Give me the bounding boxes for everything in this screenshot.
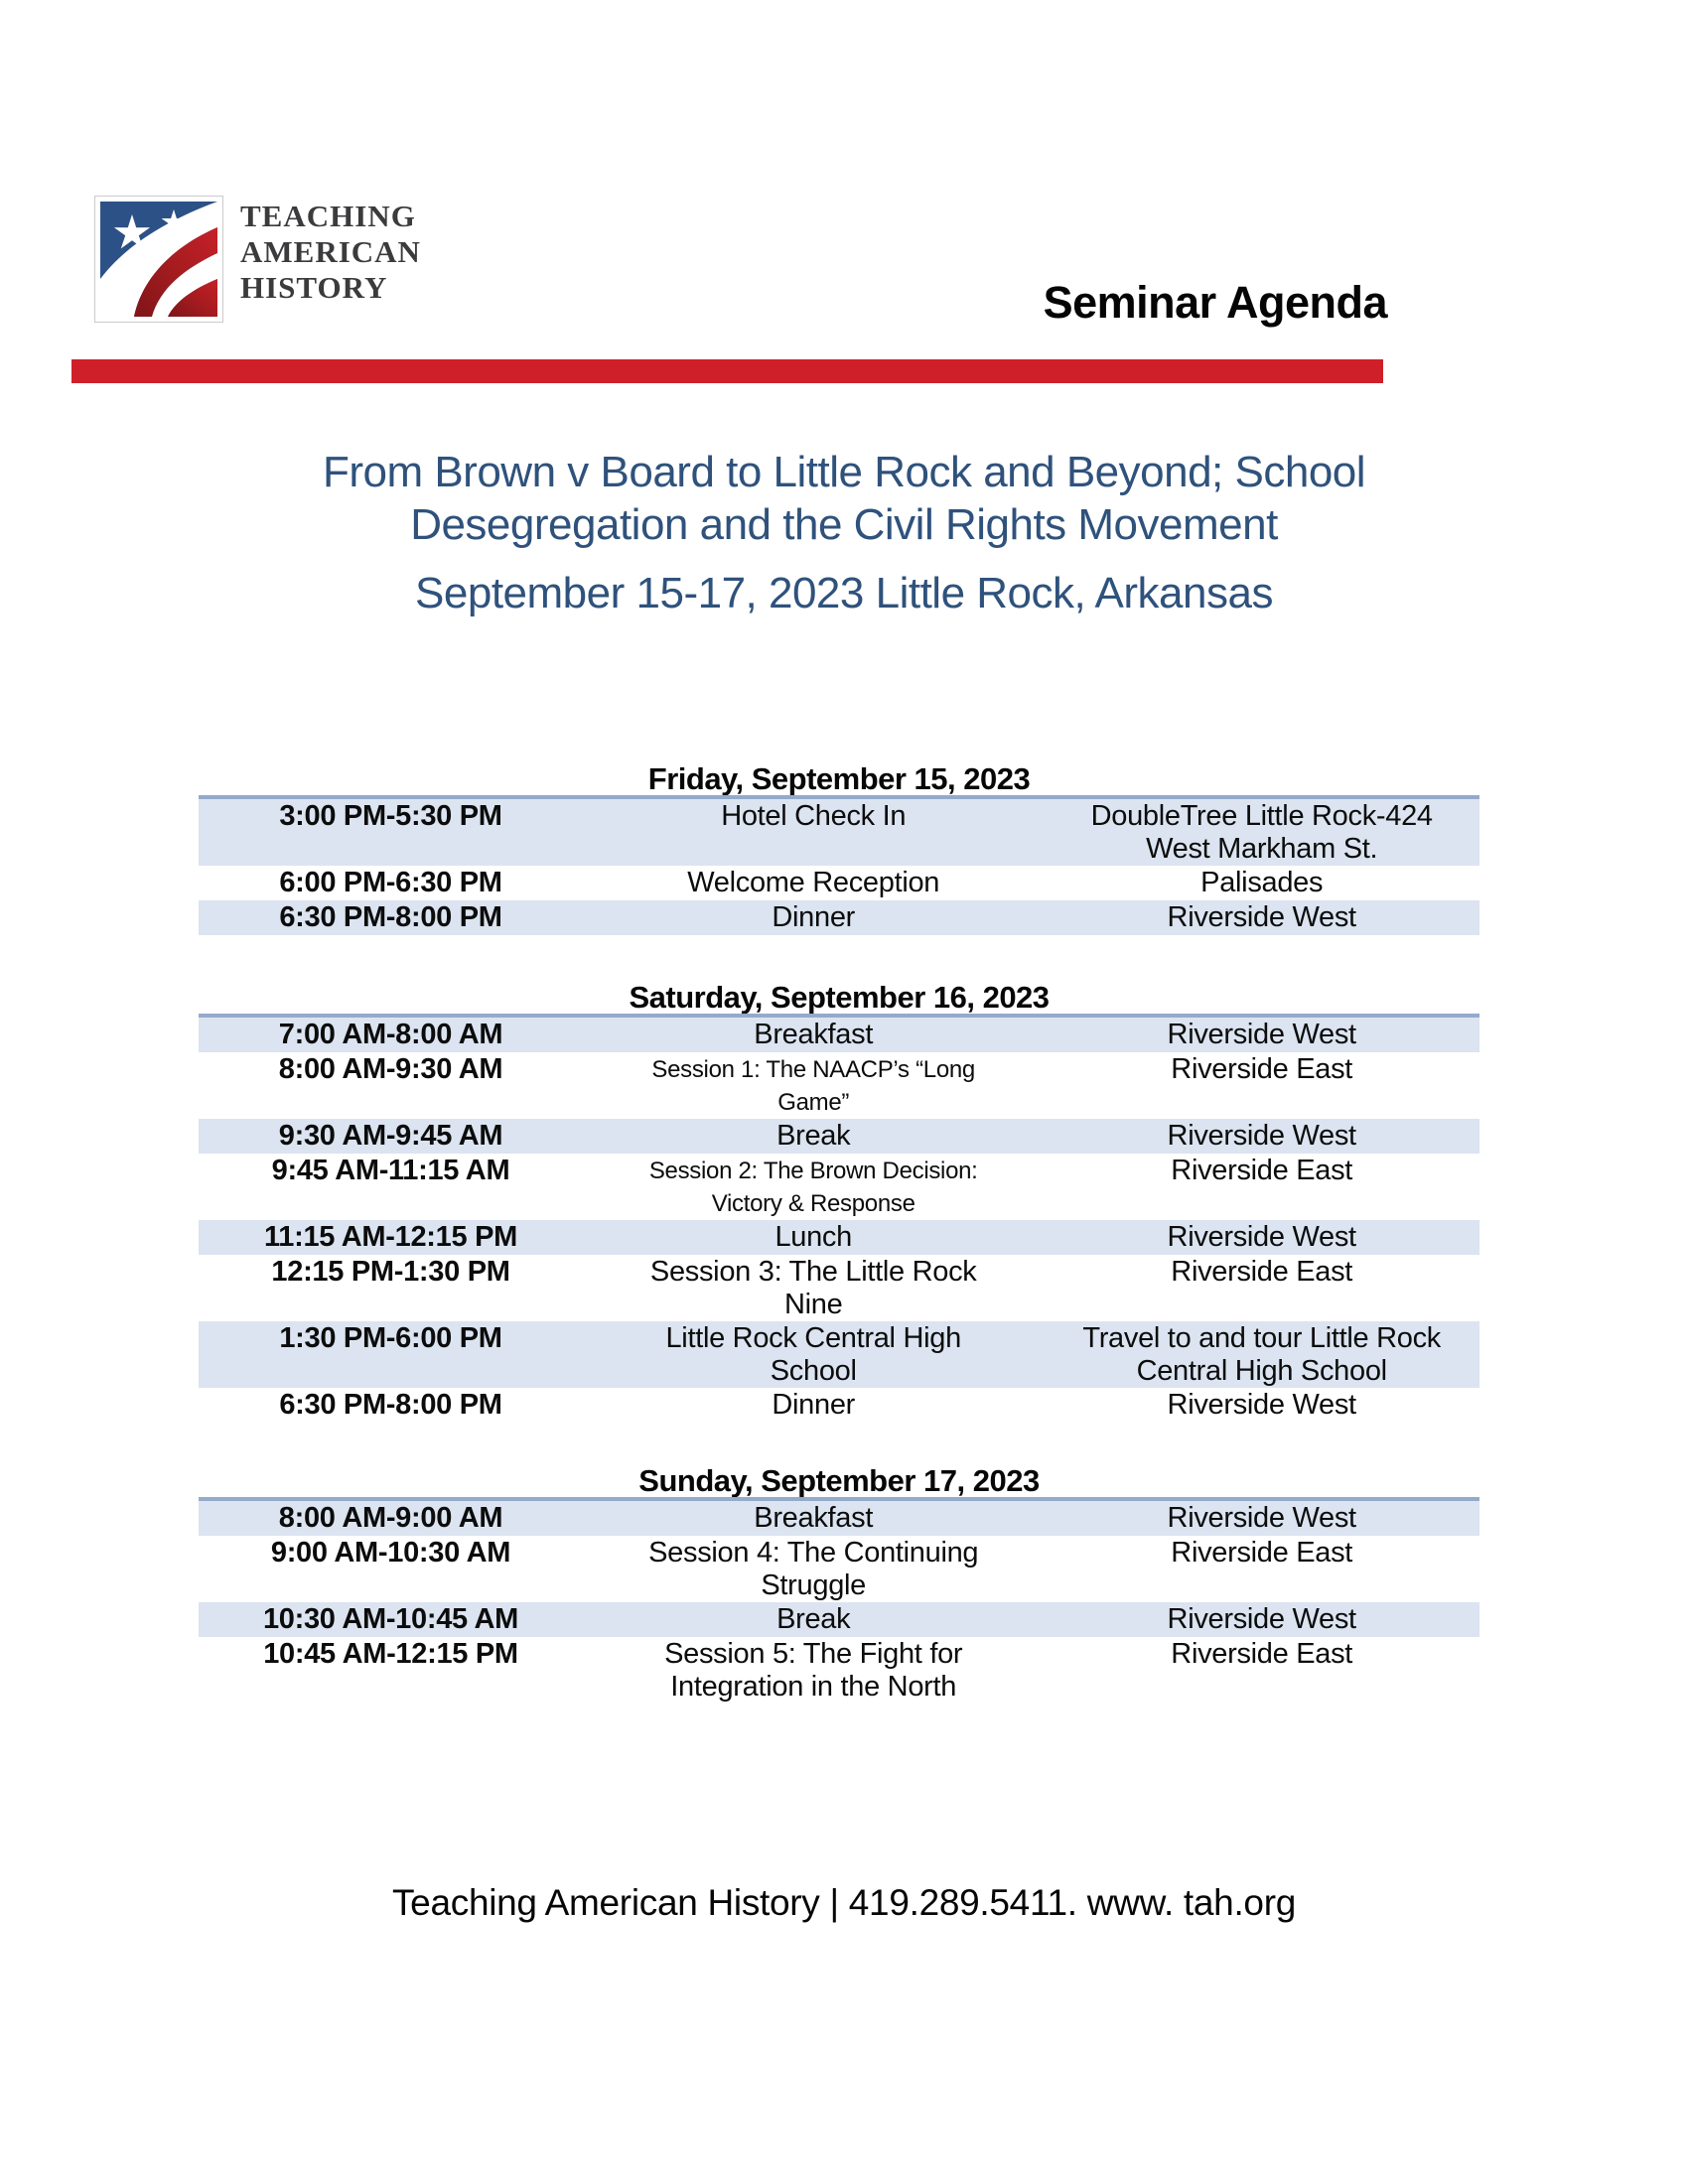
location-line: Riverside East — [1171, 1638, 1353, 1670]
location-cell — [1044, 1119, 1479, 1154]
document-title-line-2: Desegregation and the Civil Rights Movement — [410, 500, 1278, 549]
location-line: Travel to and tour Little Rock — [1082, 1322, 1442, 1354]
agenda-row — [199, 1119, 1479, 1154]
agenda-row — [199, 900, 1479, 935]
agenda-row — [199, 1602, 1479, 1637]
agenda-row — [199, 1536, 1479, 1602]
time-cell: 6:00 PM-6:30 PM — [279, 867, 502, 898]
event-line: Game” — [777, 1089, 850, 1116]
event-line: Session 3: The Little Rock — [649, 1256, 977, 1288]
location-line: Riverside East — [1171, 1155, 1353, 1186]
event-cell — [583, 1052, 1044, 1119]
event-cell — [583, 866, 1044, 900]
agenda-row — [199, 1220, 1479, 1255]
time-cell: 6:30 PM-8:00 PM — [279, 1389, 502, 1421]
event-cell — [583, 1119, 1044, 1154]
event-cell — [583, 1018, 1044, 1052]
time-cell: 8:00 AM-9:00 AM — [278, 1502, 503, 1534]
time-cell: 12:15 PM-1:30 PM — [271, 1256, 510, 1288]
location-line: Riverside West — [1167, 1221, 1356, 1253]
location-cell — [1044, 1536, 1479, 1602]
event-cell — [583, 1602, 1044, 1637]
time-cell: 9:45 AM-11:15 AM — [271, 1155, 510, 1186]
event-line: Session 5: The Fight for — [664, 1638, 963, 1670]
footer-contact-line: Teaching American History | 419.289.5411. www. tah.org — [391, 1882, 1296, 1923]
event-line: Victory & Response — [711, 1190, 915, 1217]
location-line: DoubleTree Little Rock-424 — [1090, 800, 1433, 832]
time-cell: 3:00 PM-5:30 PM — [279, 800, 502, 832]
location-cell — [1044, 1154, 1479, 1220]
time-cell: 6:30 PM-8:00 PM — [279, 901, 502, 933]
event-cell — [583, 1637, 1044, 1704]
time-cell: 10:45 AM-12:15 PM — [263, 1638, 518, 1670]
time-cell: 7:00 AM-8:00 AM — [278, 1019, 503, 1050]
event-cell — [583, 1220, 1044, 1255]
location-cell — [1044, 900, 1479, 935]
event-cell — [583, 799, 1044, 866]
location-line: West Markham St. — [1146, 833, 1378, 865]
event-line: Lunch — [774, 1221, 852, 1253]
location-line: Palisades — [1200, 867, 1324, 898]
location-cell — [1044, 1220, 1479, 1255]
location-line: Riverside West — [1167, 1389, 1356, 1421]
event-line: Session 4: The Continuing — [648, 1537, 979, 1569]
location-line: Central High School — [1136, 1355, 1387, 1387]
document-title-line-1: From Brown v Board to Little Rock and Beyond; School — [322, 448, 1366, 496]
location-cell — [1044, 866, 1479, 900]
location-cell — [1044, 1255, 1479, 1321]
location-cell — [1044, 1321, 1479, 1388]
agenda-table-saturday — [199, 1014, 1479, 1423]
event-line: Breakfast — [754, 1019, 874, 1050]
day-heading-sunday: Sunday, September 17, 2023 — [638, 1463, 1040, 1498]
agenda-row — [199, 866, 1479, 900]
event-line: Welcome Reception — [687, 867, 940, 898]
event-line: Dinner — [772, 1389, 856, 1421]
event-line: School — [770, 1355, 857, 1387]
location-line: Riverside West — [1167, 1603, 1356, 1635]
location-cell — [1044, 1018, 1479, 1052]
event-cell — [583, 1154, 1044, 1220]
event-line: Session 2: The Brown Decision: — [648, 1158, 978, 1184]
event-line: Breakfast — [754, 1502, 874, 1534]
location-cell — [1044, 1388, 1479, 1423]
wordmark-line: AMERICAN — [240, 234, 421, 269]
location-cell — [1044, 1602, 1479, 1637]
location-cell — [1044, 1052, 1479, 1119]
agenda-row — [199, 1052, 1479, 1119]
agenda-table-sunday — [199, 1497, 1479, 1704]
document-title — [0, 446, 1688, 551]
location-line: Riverside West — [1167, 1019, 1356, 1050]
event-cell — [583, 1321, 1044, 1388]
day-heading-friday: Friday, September 15, 2023 — [647, 761, 1031, 796]
event-cell — [583, 1536, 1044, 1602]
event-line: Break — [776, 1603, 851, 1635]
event-line: Struggle — [761, 1570, 866, 1601]
agenda-row — [199, 1018, 1479, 1052]
time-cell: 10:30 AM-10:45 AM — [262, 1603, 519, 1635]
agenda-row — [199, 1388, 1479, 1423]
event-date-location: September 15-17, 2023 Little Rock, Arkansas — [415, 569, 1273, 617]
time-cell: 11:15 AM-12:15 PM — [264, 1221, 517, 1253]
location-line: Riverside East — [1171, 1256, 1353, 1288]
location-line: Riverside West — [1167, 1502, 1356, 1534]
location-line: Riverside East — [1171, 1537, 1353, 1569]
agenda-row — [199, 799, 1479, 866]
agenda-row — [199, 1154, 1479, 1220]
event-line: Dinner — [772, 901, 856, 933]
time-cell: 1:30 PM-6:00 PM — [279, 1322, 502, 1354]
location-cell — [1044, 1637, 1479, 1704]
agenda-table-friday — [199, 795, 1479, 935]
location-cell — [1044, 1501, 1479, 1536]
time-cell: 9:30 AM-9:45 AM — [278, 1120, 503, 1152]
day-heading-saturday: Saturday, September 16, 2023 — [629, 980, 1050, 1015]
event-line: Session 1: The NAACP’s “Long — [651, 1056, 975, 1083]
location-cell — [1044, 799, 1479, 866]
time-cell: 9:00 AM-10:30 AM — [270, 1537, 511, 1569]
agenda-row — [199, 1255, 1479, 1321]
event-cell — [583, 1255, 1044, 1321]
location-line: Riverside West — [1167, 1120, 1356, 1152]
wordmark-line: TEACHING — [240, 199, 416, 233]
event-line: Hotel Check In — [721, 800, 907, 832]
location-line: Riverside East — [1171, 1053, 1353, 1085]
agenda-row — [199, 1637, 1479, 1704]
agenda-row — [199, 1501, 1479, 1536]
location-line: Riverside West — [1167, 901, 1356, 933]
event-cell — [583, 1501, 1044, 1536]
event-line: Little Rock Central High — [665, 1322, 961, 1354]
seminar-agenda-heading: Seminar Agenda — [1043, 277, 1387, 328]
event-line: Integration in the North — [670, 1671, 957, 1703]
event-line: Break — [776, 1120, 851, 1152]
event-cell — [583, 900, 1044, 935]
wordmark-line: HISTORY — [240, 270, 388, 305]
time-cell: 8:00 AM-9:30 AM — [278, 1053, 503, 1085]
event-line: Nine — [783, 1289, 843, 1320]
agenda-row — [199, 1321, 1479, 1388]
event-cell — [583, 1388, 1044, 1423]
red-divider-bar — [71, 359, 1383, 383]
